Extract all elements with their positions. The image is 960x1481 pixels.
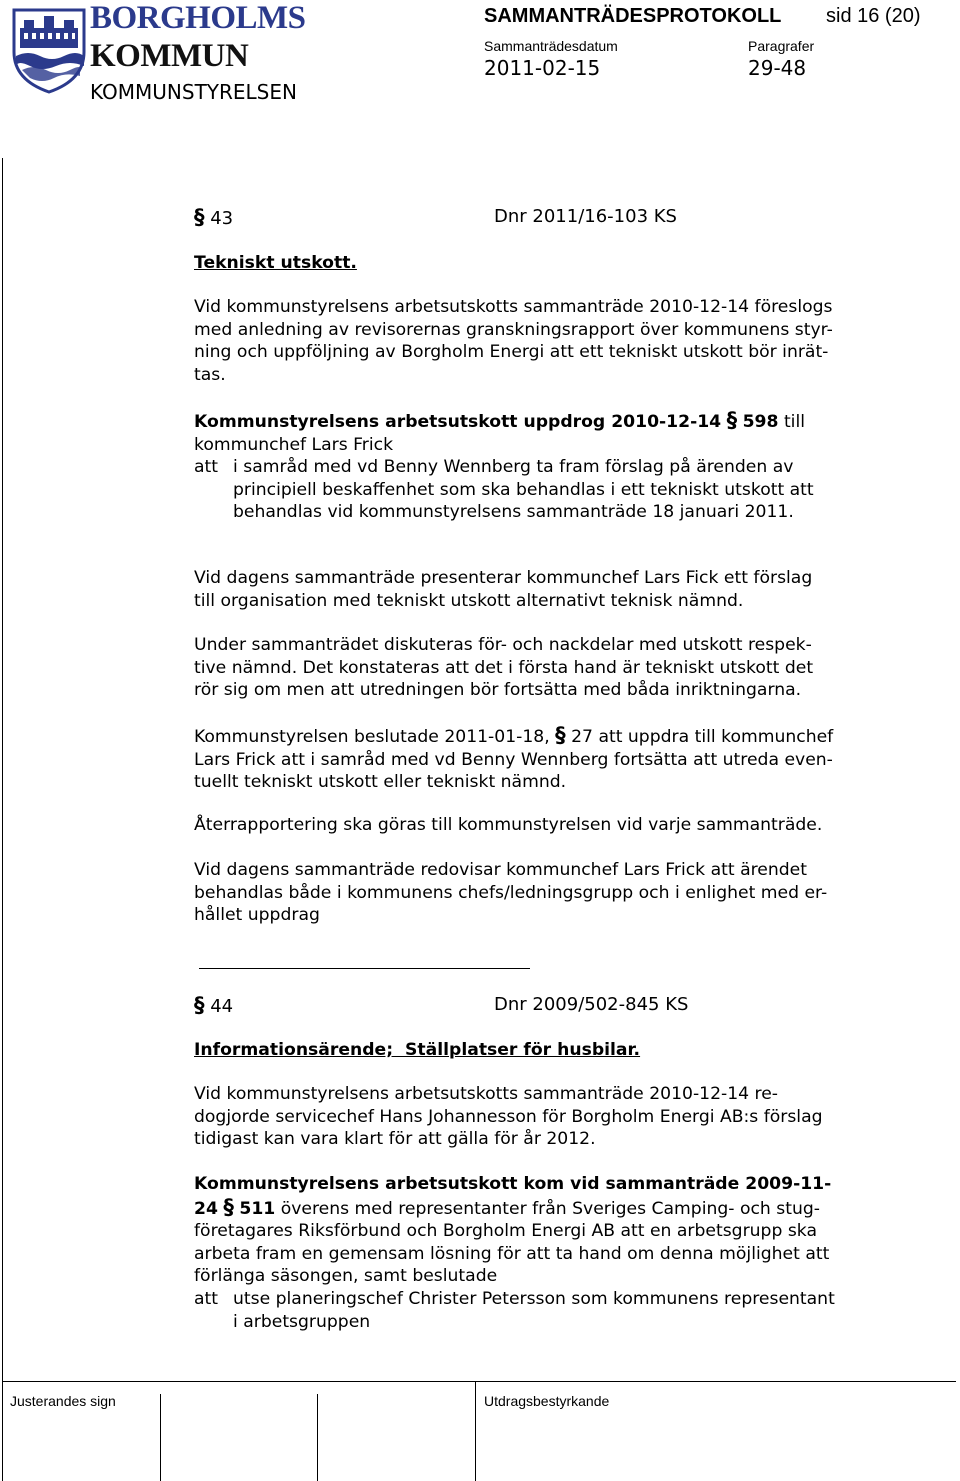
section-44-title: Informationsärende; Ställplatser för husbilar. — [194, 1040, 641, 1060]
text-line — [194, 724, 904, 749]
text-line: företagares Riksförbund och Borgholm Energi AB att en arbetsgrupp ska — [194, 1221, 817, 1242]
section-symbol: § — [194, 993, 205, 1017]
section-43-paragraph-2 — [194, 409, 904, 524]
bold-number: 511 — [239, 1198, 276, 1219]
section-43-paragraph-6: Återrapportering ska göras till kommunstyrelsen vid varje sammanträde. — [194, 815, 823, 835]
section-43-paragraph-4 — [194, 634, 904, 702]
text-line: Lars Frick att i samråd med vd Benny Wennberg fortsätta att utreda even- — [194, 749, 833, 770]
paragraphs-value: 29-48 — [748, 56, 807, 80]
section-separator-rule — [199, 968, 530, 969]
att-label: att — [194, 457, 219, 478]
bold-text: 24 — [194, 1198, 218, 1219]
text-line: tas. — [194, 364, 226, 385]
text-line — [194, 1196, 904, 1221]
section-43-dnr: Dnr 2011/16-103 KS — [494, 206, 677, 227]
extract-verification-label: Utdragsbestyrkande — [484, 1393, 610, 1409]
section-number: 44 — [210, 996, 234, 1017]
bold-text: Kommunstyrelsens arbetsutskott uppdrog 2010-12-14 — [194, 412, 722, 432]
signature-label: Justerandes sign — [10, 1393, 116, 1409]
section-44-paragraph-1 — [194, 1083, 904, 1151]
section-44-paragraph-2 — [194, 1173, 904, 1333]
text-line: arbeta fram en gemensam lösning för att ta hand om denna möjlighet att — [194, 1243, 830, 1264]
section-43-title: Tekniskt utskott. — [194, 253, 357, 273]
text-line: dogjorde servicechef Hans Johannesson för Borgholm Energi AB:s förslag — [194, 1106, 823, 1127]
text-line: principiell beskaffenhet som ska behandlas i ett tekniskt utskott att — [233, 479, 814, 500]
text-line: förlänga säsongen, samt beslutade — [194, 1266, 498, 1287]
att-clause — [194, 456, 904, 479]
text-line: tidigast kan vara klart för att gälla för år 2012. — [194, 1129, 596, 1150]
text-line: behandlas vid kommunstyrelsens sammanträde 18 januari 2011. — [233, 502, 794, 523]
org-name-line1: BORGHOLMS — [90, 0, 306, 36]
bold-text-line: Kommunstyrelsens arbetsutskott kom vid sammanträde 2009-11- — [194, 1174, 832, 1194]
section-43-paragraph-3 — [194, 567, 904, 612]
footer-divider-3 — [475, 1381, 476, 1481]
document-title: SAMMANTRÄDESPROTOKOLL — [484, 5, 782, 27]
meeting-date-value: 2011-02-15 — [484, 56, 601, 80]
bold-number: 598 — [742, 412, 779, 432]
org-department: KOMMUNSTYRELSEN — [90, 80, 297, 104]
page-info: sid 16 (20) — [826, 5, 921, 27]
footer-divider-2 — [317, 1394, 318, 1481]
text-line: hållet uppdrag — [194, 905, 320, 926]
section-44-heading — [194, 993, 233, 1019]
text: i samråd med vd Benny Wennberg ta fram förslag på ärenden av — [233, 457, 794, 478]
section-symbol: § — [194, 205, 205, 229]
section-number: 43 — [210, 208, 234, 229]
text-line: tuellt tekniskt utskott eller tekniskt nämnd. — [194, 772, 567, 793]
text-line — [194, 409, 904, 434]
section-symbol: § — [555, 723, 566, 747]
paragraphs-label: Paragrafer — [748, 38, 815, 54]
borgholm-crest-logo — [10, 6, 88, 94]
section-43-paragraph-1 — [194, 296, 904, 386]
footer-top-rule — [2, 1381, 956, 1382]
footer-divider-1 — [160, 1394, 161, 1481]
text-line: tive nämnd. Det konstateras att det i första hand är tekniskt utskott det — [194, 657, 814, 678]
att-clause — [194, 1288, 904, 1311]
left-margin-rule — [2, 158, 3, 1481]
org-name-line2: KOMMUN — [90, 38, 249, 74]
meeting-date-label: Sammanträdesdatum — [484, 38, 618, 54]
section-symbol: § — [223, 1194, 234, 1219]
text: 27 att uppdra till kommunchef — [571, 727, 834, 747]
text: utse planeringschef Christer Petersson som kommunens representant — [233, 1288, 835, 1309]
section-43-paragraph-5 — [194, 724, 904, 794]
text-line: Vid dagens sammanträde presenterar kommunchef Lars Fick ett förslag — [194, 568, 813, 588]
section-43-heading — [194, 205, 233, 231]
text-line: i arbetsgruppen — [233, 1311, 371, 1332]
section-symbol: § — [726, 408, 738, 432]
text-line: Vid kommunstyrelsens arbetsutskotts sammanträde 2010-12-14 föreslogs — [194, 297, 833, 317]
text-line: kommunchef Lars Frick — [194, 434, 394, 455]
text-line: till organisation med tekniskt utskott alternativt teknisk nämnd. — [194, 590, 744, 611]
section-44-dnr: Dnr 2009/502-845 KS — [494, 994, 689, 1015]
text: till — [783, 412, 806, 432]
text-line: behandlas både i kommunens chefs/ledningsgrupp och i enlighet med er- — [194, 882, 828, 903]
text-line: Vid dagens sammanträde redovisar kommunchef Lars Frick att ärendet — [194, 860, 807, 880]
text-line: ning och uppföljning av Borgholm Energi att ett tekniskt utskott bör inrät- — [194, 342, 829, 363]
text-line: Under sammanträdet diskuteras för- och nackdelar med utskott respek- — [194, 635, 812, 655]
text-line: Vid kommunstyrelsens arbetsutskotts sammanträde 2010-12-14 re- — [194, 1084, 779, 1104]
text-line: med anledning av revisorernas granskningsrapport över kommunens styr- — [194, 319, 833, 340]
text-line: rör sig om men att utredningen bör fortsätta med båda inriktningarna. — [194, 680, 802, 701]
text: överens med representanter från Sveriges Camping- och stug- — [280, 1198, 820, 1219]
section-43-paragraph-7 — [194, 859, 904, 927]
text: Kommunstyrelsen beslutade 2011-01-18, — [194, 727, 550, 747]
att-label: att — [194, 1288, 219, 1309]
